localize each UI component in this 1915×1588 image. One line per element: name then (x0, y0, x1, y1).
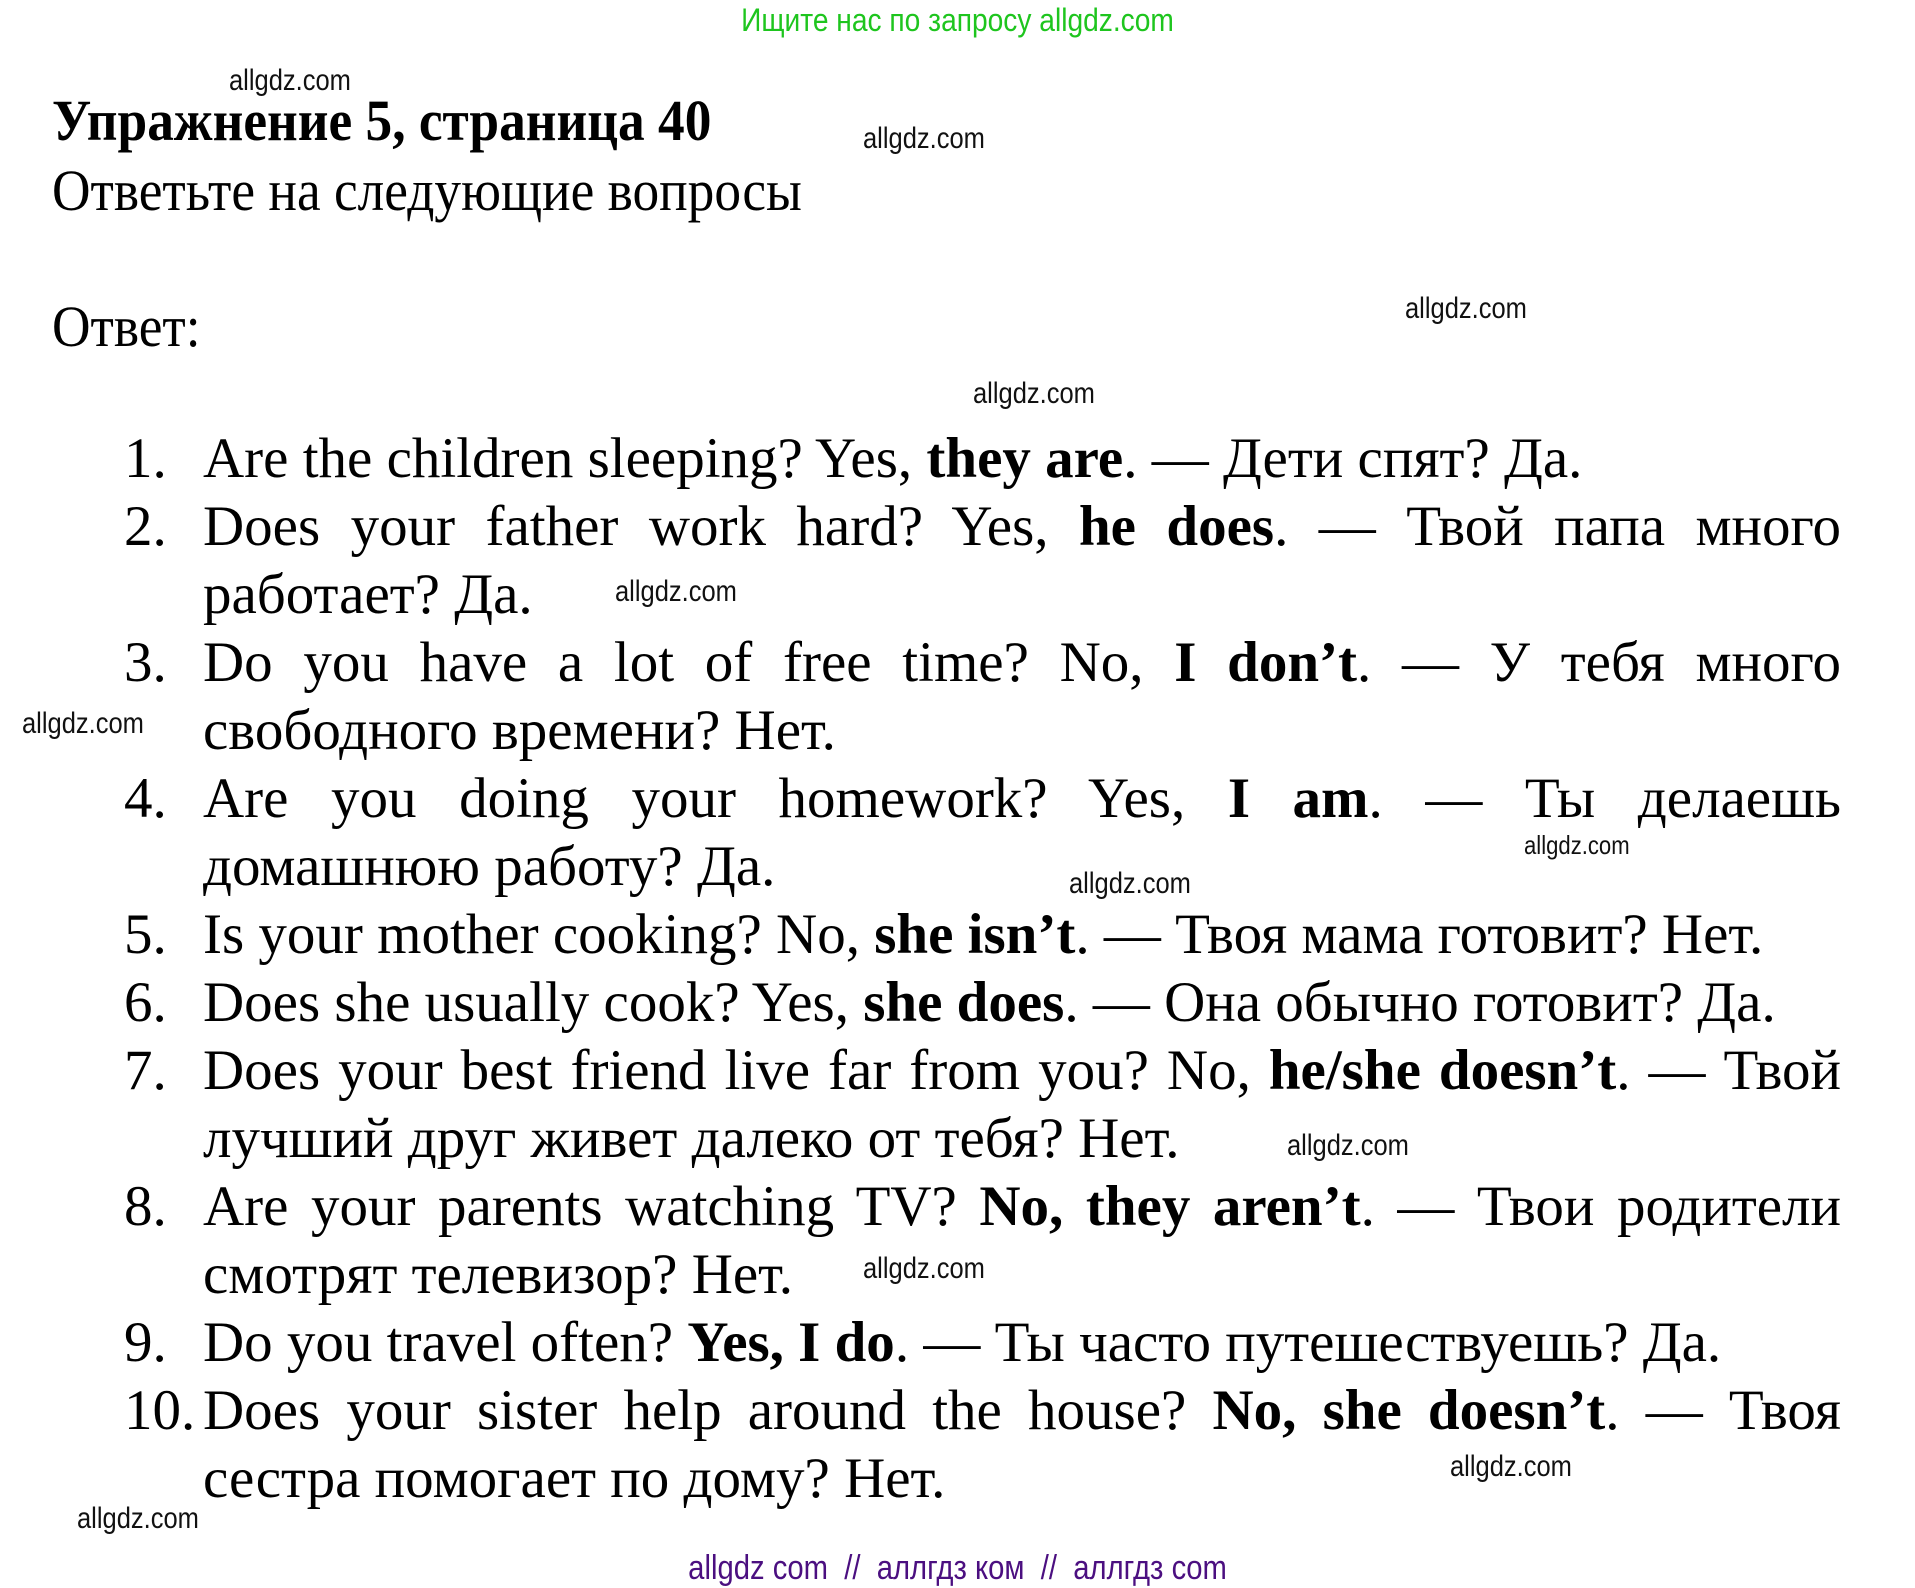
watermark: allgdz.com (1069, 867, 1191, 900)
item-text: Do you have a lot of free time? No, I don’t. — У тебя много свободного времени? Нет. (203, 631, 1841, 762)
item-text: Do you travel often? Yes, I do. — Ты часто путешествуешь? Да. (203, 1311, 1722, 1374)
watermark: allgdz.com (973, 377, 1095, 410)
item-number: 5. (124, 903, 167, 966)
item-number: 4. (124, 767, 167, 830)
footer-watermark: allgdz com // аллгдз ком // аллгдз com (688, 1549, 1227, 1587)
list-item (124, 969, 1841, 1037)
list-item (124, 901, 1841, 969)
list-item (124, 1037, 1841, 1173)
item-text: Does your best friend live far from you? No, he/she doesn’t. — Твой лучший друг живет далеко от тебя? Нет. (203, 1039, 1841, 1170)
watermark: allgdz.com (1450, 1450, 1572, 1483)
item-number: 10. (124, 1379, 196, 1442)
watermark: allgdz.com (1524, 830, 1630, 860)
watermark: allgdz.com (1287, 1129, 1409, 1162)
watermark: allgdz.com (22, 707, 144, 740)
list-item (124, 1173, 1841, 1309)
item-number: 1. (124, 427, 167, 490)
item-number: 6. (124, 971, 167, 1034)
item-text: Are you doing your homework? Yes, I am. — Ты делаешь домашнюю работу? Да. (203, 767, 1841, 898)
item-text: Does she usually cook? Yes, she does. — Она обычно готовит? Да. (203, 971, 1776, 1034)
item-number: 8. (124, 1175, 167, 1238)
item-text: Does your sister help around the house? No, she doesn’t. — Твоя сестра помогает по дому? Нет. (203, 1379, 1842, 1510)
item-number: 7. (124, 1039, 167, 1102)
watermark: allgdz.com (77, 1502, 199, 1535)
item-text: Are your parents watching TV? No, they aren’t. — Твои родители смотрят телевизор? Нет. (203, 1175, 1841, 1306)
list-item (124, 1377, 1841, 1513)
exercise-instruction: Ответьте на следующие вопросы (52, 158, 802, 223)
item-text: Is your mother cooking? No, she isn’t. — Твоя мама готовит? Нет. (203, 903, 1764, 966)
watermark: allgdz.com (1405, 292, 1527, 325)
list-item (124, 629, 1841, 765)
item-number: 3. (124, 631, 167, 694)
answer-label: Ответ: (52, 294, 201, 359)
list-item (124, 493, 1841, 629)
page-title: Упражнение 5, страница 40 (52, 88, 712, 153)
top-banner: Ищите нас по запросу allgdz.com (741, 2, 1174, 38)
watermark: allgdz.com (615, 575, 737, 608)
watermark: allgdz.com (863, 122, 985, 155)
item-number: 2. (124, 495, 167, 558)
watermark: allgdz.com (863, 1252, 985, 1285)
list-item (124, 1309, 1841, 1377)
list-item (124, 425, 1841, 493)
answer-list (124, 425, 1841, 1513)
item-number: 9. (124, 1311, 167, 1374)
item-text: Does your father work hard? Yes, he does. — Твой папа много работает? Да. (203, 495, 1841, 626)
watermark: allgdz.com (229, 64, 351, 97)
item-text: Are the children sleeping? Yes, they are. — Дети спят? Да. (203, 427, 1583, 490)
